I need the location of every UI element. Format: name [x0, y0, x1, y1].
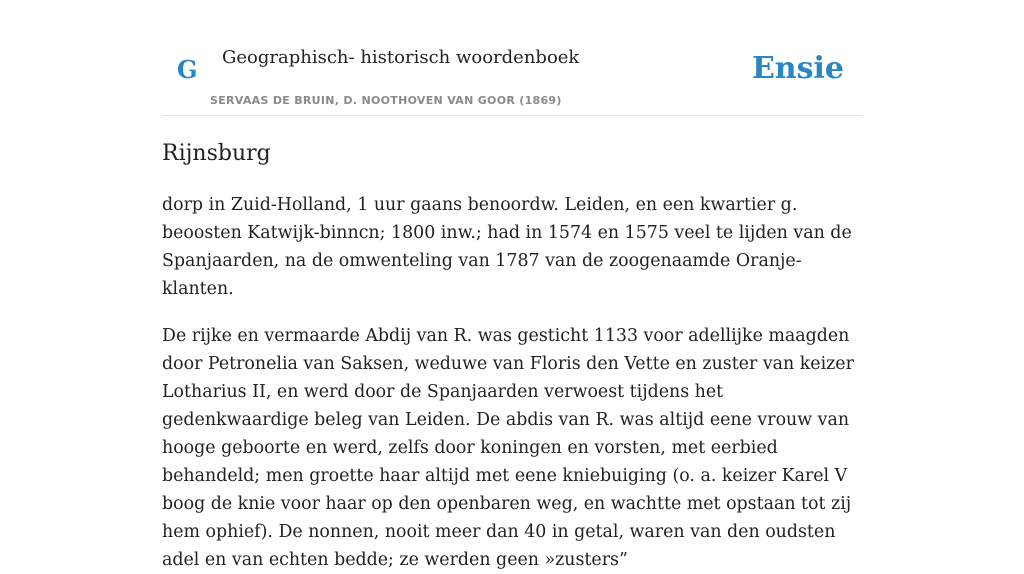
book-logo-letter[interactable]: G — [177, 55, 198, 84]
site-header — [162, 0, 862, 116]
ensie-logo[interactable]: Ensie — [751, 51, 844, 86]
entry-title: Rijnsburg — [162, 141, 271, 166]
entry-paragraph: dorp in Zuid-Holland, 1 uur gaans benoordw. Leiden, en een kwartier g. beoosten Katwijk-binncn; 1800 inw.; had in 1574 en 1575 veel te lijden van de Spanjaarden, na de omwenteling van 1787 van de zoogenaamde Oranje-klanten. — [162, 195, 852, 299]
entry-paragraph: De rijke en vermaarde Abdij van R. was gesticht 1133 voor adellijke maagden door Petronelia van Saksen, weduwe van Floris den Vette en zuster van keizer Lotharius II, en werd door de Spanjaarden verwoest tijdens het gedenkwaardige beleg van Leiden. De abdis van R. was altijd eene vrouw van hooge geboorte en werd, zelfs door koningen en vorsten, met eerbied behandeld; men groette haar altijd met eene kniebuiging (o. a. keizer Karel V boog de knie voor haar op den openbaren weg, en wachtte met opstaan tot zij hem ophief). De nonnen, nooit meer dan 40 in getal, waren van den oudsten adel en van echten bedde; ze werden geen »zusters” — [162, 326, 854, 570]
book-title-link[interactable]: Geographisch- historisch woordenboek — [222, 47, 580, 68]
book-author: SERVAAS DE BRUIN, D. NOOTHOVEN VAN GOOR (1869) — [210, 94, 562, 107]
entry-content — [162, 138, 862, 574]
